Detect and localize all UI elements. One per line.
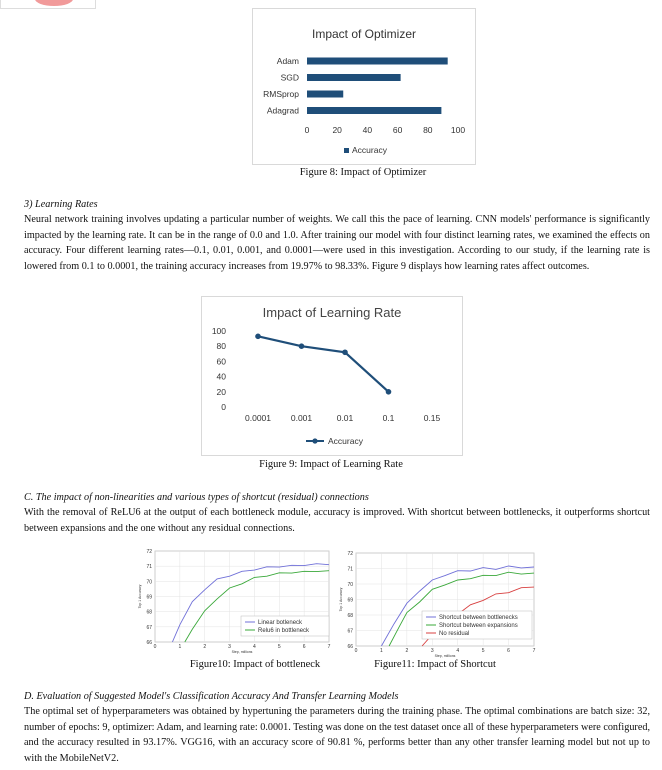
legend-marker [312, 438, 317, 443]
x-tick-label: 2 [405, 648, 409, 654]
legend-swatch [344, 148, 349, 153]
paragraph-d: The optimal set of hyperparameters was obtained by hypertuning the parameters during the training phase. The optimal combinations are batch size: 32, number of epochs: 9, optimizer: Adam, and learning rate: 0.0001. Testing was done on the test dataset once all of these hyperparameters were configured, and the accuracy resulted in 93.17%. VGG16, with an accuracy score of 90.81 %, performs better than any other transfer learning model but not up to with the MobileNetV2. [24, 706, 650, 764]
figure-8-caption: Figure 8: Impact of Optimizer [299, 167, 427, 178]
y-tick-label: 69 [347, 597, 353, 604]
series-line [258, 336, 389, 391]
x-axis-label: Step, millions [231, 650, 253, 654]
figure-10-chart [133, 545, 333, 655]
y-tick-label: 70 [146, 579, 152, 586]
y-tick-label: 70 [347, 582, 353, 588]
y-axis-label: Top 1 Accuracy [138, 584, 142, 609]
y-tick-label: 69 [146, 594, 152, 601]
y-tick-label: 72 [146, 549, 152, 555]
x-tick-label: 1 [178, 644, 182, 650]
legend-label: Relu6 in bottleneck [258, 628, 310, 634]
x-tick-label: 5 [277, 644, 281, 650]
logo-shape [35, 0, 73, 6]
bar [307, 107, 441, 114]
x-tick-label: 3 [228, 644, 231, 650]
section-heading-c: C. The impact of non-linearities and various types of shortcut (residual) connections [24, 492, 369, 503]
y-tick-label: 66 [146, 640, 152, 646]
legend-label: Accuracy [352, 145, 387, 155]
y-tick-label: 0 [221, 402, 226, 412]
y-tick-label: 71 [347, 566, 353, 573]
x-tick-label: 0.001 [290, 413, 313, 423]
data-point [255, 334, 261, 340]
legend-label: Shortcut between bottlenecks [439, 615, 518, 621]
chart-title: Impact of Learning Rate [262, 305, 402, 320]
category-label: Adam [276, 56, 299, 66]
category-label: SGD [280, 72, 299, 83]
x-tick-label: 7 [327, 644, 331, 650]
bar [307, 91, 343, 98]
figure-8-chart-frame [252, 8, 476, 165]
y-tick-label: 60 [216, 356, 226, 367]
x-tick-label: 20 [332, 125, 342, 135]
category-label: RMSprop [263, 89, 299, 99]
y-tick-label: 72 [347, 551, 353, 557]
y-tick-label: 71 [146, 564, 152, 571]
data-point [299, 343, 305, 349]
x-tick-label: 2 [203, 644, 207, 650]
figure-11-caption: Figure11: Impact of Shortcut [374, 659, 496, 670]
y-tick-label: 67 [146, 624, 152, 631]
bar [307, 58, 448, 65]
y-axis-label: Top 1 Accuracy [339, 587, 343, 612]
legend-label: Linear botleneck [258, 620, 303, 626]
x-tick-label: 0.01 [336, 413, 354, 423]
legend-label: Shortcut between expansions [439, 623, 518, 629]
x-tick-label: 60 [392, 125, 403, 135]
x-tick-label: 0 [354, 648, 358, 654]
x-tick-label: 5 [481, 648, 485, 654]
x-tick-label: 6 [507, 648, 510, 654]
y-tick-label: 68 [146, 609, 152, 616]
x-tick-label: 6 [302, 644, 306, 650]
header-logo-fragment [0, 0, 96, 9]
x-tick-label: 1 [380, 648, 383, 654]
figure-9-chart [202, 297, 462, 455]
section-heading-d: D. Evaluation of Suggested Model's Classification Accuracy And Transfer Learning Models [24, 691, 399, 702]
figure-8-chart [253, 9, 475, 164]
y-tick-label: 40 [216, 371, 226, 382]
section-heading-learning-rates: 3) Learning Rates [24, 199, 98, 210]
x-tick-label: 4 [456, 648, 460, 654]
paragraph-c: With the removal of ReLU6 at the output of each bottleneck module, accuracy is improved. With shortcut between bottlenecks, it outperforms shortcut between expansions and the one without any residual connections. [24, 507, 650, 534]
y-tick-label: 66 [347, 644, 353, 650]
y-tick-label: 68 [347, 613, 353, 619]
data-point [386, 389, 392, 395]
x-tick-label: 0.0001 [245, 413, 271, 423]
category-label: Adagrad [266, 105, 299, 116]
x-tick-label: 40 [362, 125, 373, 135]
y-tick-label: 20 [216, 386, 226, 397]
x-tick-label: 7 [532, 648, 536, 654]
y-tick-label: 80 [216, 341, 226, 352]
x-axis-label: Step, millions [434, 654, 456, 658]
paragraph-learning-rates: Neural network training involves updating a particular number of weights. We call this the pace of learning. CNN models' performance is significantly impacted by the learning rate. It can be in the range of 0.0 and 1.0. After training our model with four distinct learning rates, we examined the effects on accuracy. Four different learning rates—0.1, 0.01, 0.001, and 0.0001—were used in this investigation. According to our study, if the learning rate is lowered from 0.1 to 0.0001, the training accuracy increases from 19.97% to 98.33%. Figure 9 displays how learning rates affect outcomes. [24, 214, 650, 272]
legend-label: Accuracy [328, 436, 363, 446]
x-tick-label: 100 [450, 125, 466, 135]
y-tick-label: 100 [211, 326, 226, 336]
legend-label: No residual [439, 631, 470, 637]
figure-11-chart [338, 549, 538, 658]
figure-9-chart-frame [201, 296, 463, 456]
y-tick-label: 67 [347, 628, 353, 635]
x-tick-label: 80 [423, 125, 433, 135]
x-tick-label: 3 [430, 648, 434, 654]
x-tick-label: 0.1 [382, 413, 395, 423]
bar [307, 74, 401, 81]
data-point [342, 349, 348, 355]
chart-title: Impact of Optimizer [311, 27, 417, 41]
x-tick-label: 4 [253, 644, 256, 650]
x-tick-label: 0.15 [423, 413, 441, 423]
figure-9-caption: Figure 9: Impact of Learning Rate [259, 459, 403, 470]
figure-10-caption: Figure10: Impact of bottleneck [189, 659, 321, 670]
x-tick-label: 0 [304, 125, 310, 135]
x-tick-label: 0 [153, 644, 157, 650]
